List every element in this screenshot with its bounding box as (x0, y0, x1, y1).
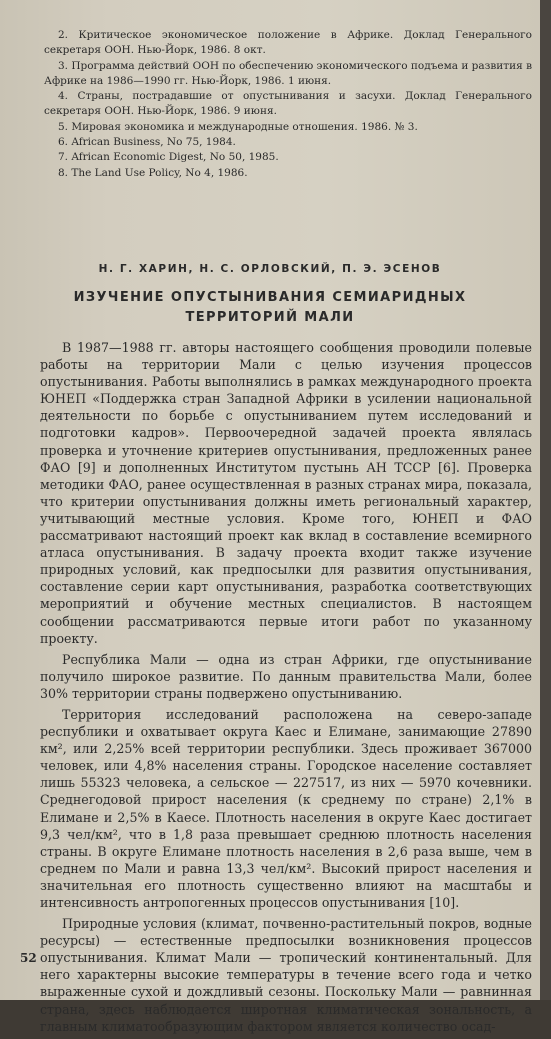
reference-item: 7. African Economic Digest, No 50, 1985. (58, 151, 279, 164)
reference-item: 2. Критическое экономическое положение в Африке. Доклад Генерального секретаря ООН. Нью-Йорк, 1986. 8 окт. (44, 29, 532, 57)
article-title (40, 288, 500, 328)
reference-list (44, 28, 532, 181)
body-paragraph: В 1987—1988 гг. авторы настоящего сообщения проводили полевые работы на территории Мали с целью изучения процессов опустынивания. Работы выполнялись в рамках международного проекта ЮНЕП «Поддержка стран Западной Африки в усилении национальной деятельности по борьбе с опустыниванием путем исследований и подготовки кадров». Первоочередной задачей проекта являлась проверка и уточнение критериев опустынивания, предложенных ранее ФАО [9] и дополненных Институтом пустынь АН ТССР [6]. Проверка методики ФАО, ранее осуществленная в разных странах мира, показала, что критерии опустынивания должны иметь региональный характер, учитывающий местные условия. Кроме того, ЮНЕП и ФАО рассматривают настоящий проект как вклад в составление всемирного атласа опустынивания. В задачу проекта входит также изучение природных условий, как предпосылки для развития опустынивания, составление серии карт опустынивания, разработка соответствующих мероприятий и обучение местных специалистов. В настоящем сообщении рассматриваются первые итоги работ по указанному проекту. (40, 340, 532, 646)
reference-item: 3. Программа действий ООН по обеспечению экономического подъема и развития в Африке на 1986—1990 гг. Нью-Йорк, 1986. 1 июня. (44, 59, 532, 87)
body-paragraph: Природные условия (климат, почвенно-растительный покров, водные ресурсы) — естественные предпосылки возникновения процессов опустынивания. Климат Мали — тропический континентальный. Для него характерны высокие температуры в течение всего года и четко выраженные сухой и дождливый сезоны. Поскольку Мали — равнинная страна, здесь наблюдается широтная климатическая зональность, а главным климатообразующим фактором является количество осад- (40, 916, 532, 1034)
title-line: ТЕРРИТОРИЙ МАЛИ (185, 310, 355, 325)
body-paragraph: Территория исследований расположена на северо-западе республики и охватывает округа Каес и Елимане, занимающие 27890 км², или 2,25% всей территории республики. Здесь проживает 367000 человек, или 4,8% населения страны. Городское население составляет лишь 55323 человека, а сельское — 227517, из них — 5970 кочевники. Среднегодовой прирост населения (к среднему по стране) 2,1% в Елимане и 2,5% в Каесе. Плотность населения в округе Каес достигает 9,3 чел/км², что в 1,8 раза превышает среднюю плотность населения страны. В округе Елимане плотность населения в 2,6 раза выше, чем в среднем по Мали и равна 13,3 чел/км². Высокий прирост населения и значительная его плотность существенно влияют на масштабы и интенсивность антропогенных процессов опустынивания [10]. (40, 706, 532, 910)
reference-item: 5. Мировая экономика и международные отношения. 1986. № 3. (58, 120, 418, 133)
article-body (40, 339, 532, 1039)
reference-item: 4. Страны, пострадавшие от опустынивания и засухи. Доклад Генерального секретаря ООН. Нью-Йорк, 1986. 9 июня. (44, 90, 532, 118)
book-edge (540, 0, 551, 1000)
reference-item: 6. African Business, No 75, 1984. (58, 136, 236, 149)
page-number: 52 (20, 951, 37, 965)
reference-item: 8. The Land Use Policy, No 4, 1986. (58, 166, 248, 179)
article-authors: Н. Г. ХАРИН, Н. С. ОРЛОВСКИЙ, П. Э. ЭСЕНОВ (98, 263, 442, 275)
title-line: ИЗУЧЕНИЕ ОПУСТЫНИВАНИЯ СЕМИАРИДНЫХ (73, 290, 467, 305)
body-paragraph: Республика Мали — одна из стран Африки, где опустынивание получило широкое развитие. По данным правительства Мали, более 30% территории страны подвержено опустыниванию. (40, 651, 532, 701)
